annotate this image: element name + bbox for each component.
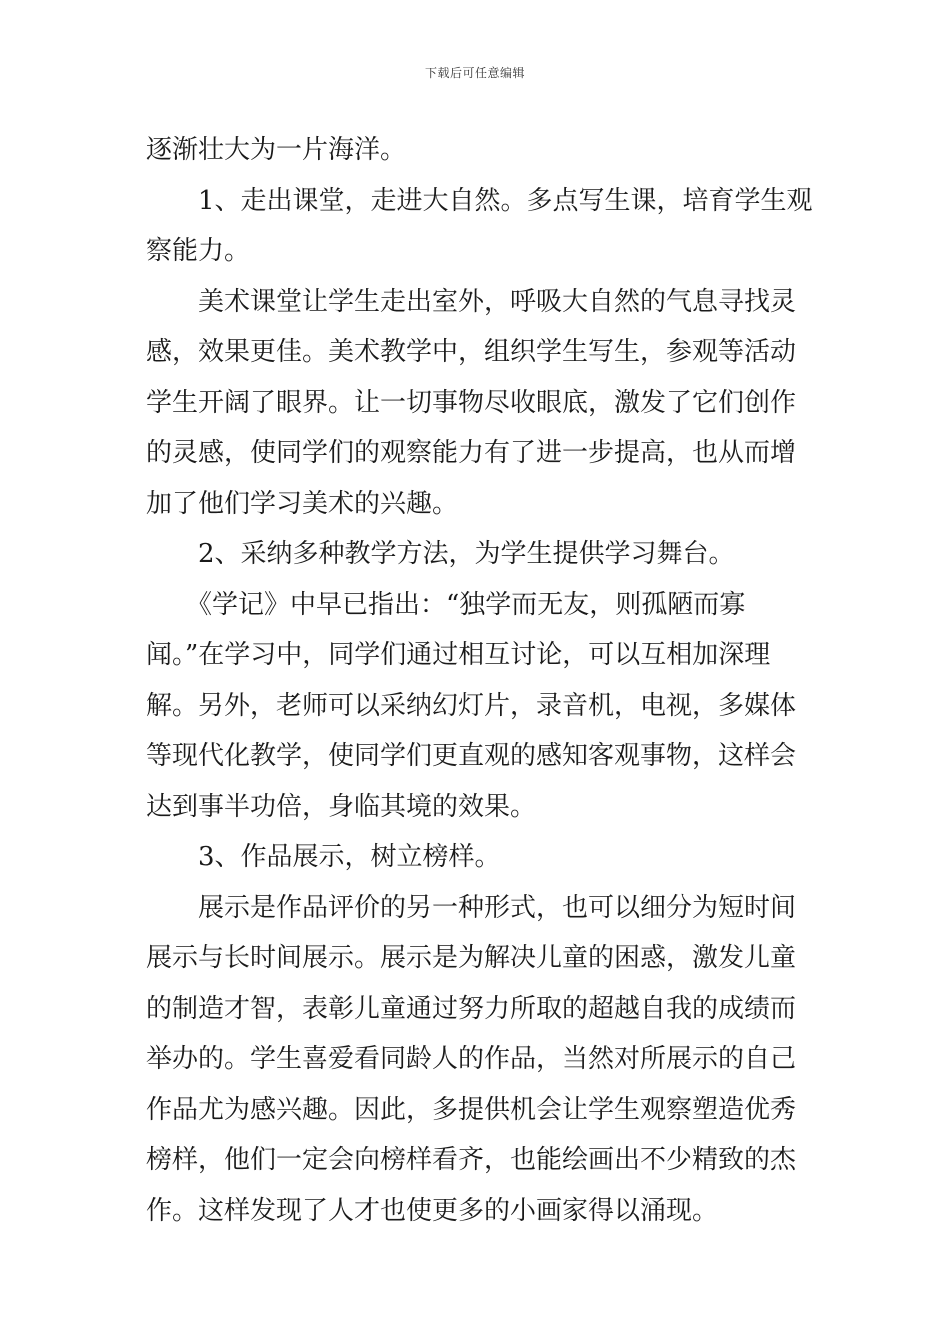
text-line: 解。另外，老师可以采纳幻灯片，录音机，电视，多媒体 — [146, 690, 797, 721]
text-line: 察能力。 — [146, 236, 251, 266]
text-line: 加了他们学习美术的兴趣。 — [146, 488, 459, 519]
page-header: 下载后可任意编辑 — [424, 66, 525, 80]
text-line: 榜样，他们一定会向榜样看齐，也能绘画出不少精致的杰 — [146, 1145, 797, 1175]
text-line: 学生开阔了眼界。让一切事物尽收眼底，激发了它们创作 — [146, 387, 797, 418]
text-line: 展示与长时间展示。展示是为解决儿童的困惑，激发儿童 — [146, 943, 797, 973]
text-line: 作。这样发现了人才也使更多的小画家得以涌现。 — [146, 1195, 719, 1226]
text-line: 达到事半功倍，身临其境的效果。 — [146, 791, 537, 822]
text-line: 作品尤为感兴趣。因此，多提供机会让学生观察塑造优秀 — [146, 1094, 797, 1125]
section-heading-3: 3、作品展示，树立榜样。 — [198, 842, 501, 872]
section-heading-2: 2、采纳多种教学方法，为学生提供学习舞台。 — [198, 539, 735, 569]
document-body — [146, 125, 813, 1236]
text-line: 的灵感，使同学们的观察能力有了进一步提高，也从而增 — [146, 438, 797, 468]
text-line: 感，效果更佳。美术教学中，组织学生写生，参观等活动 — [146, 337, 797, 367]
paragraph-start: 展示是作品评价的另一种形式，也可以细分为短时间 — [198, 892, 797, 923]
paragraph-start: 《学记》中早已指出：“独学而无友，则孤陋而寡 — [186, 589, 746, 620]
text-line: 闻。”在学习中，同学们通过相互讨论，可以互相加深理 — [146, 640, 771, 670]
text-line: 等现代化教学，使同学们更直观的感知客观事物，这样会 — [146, 741, 797, 771]
text-line: 举办的。学生喜爱看同龄人的作品，当然对所展示的自己 — [146, 1044, 797, 1074]
text-line: 的制造才智，表彰儿童通过努力所取的超越自我的成绩而 — [146, 993, 797, 1024]
section-heading-1: 1、走出课堂，走进大自然。多点写生课，培育学生观 — [198, 185, 813, 216]
paragraph-start: 美术课堂让学生走出室外，呼吸大自然的气息寻找灵 — [198, 286, 797, 317]
text-line: 逐渐壮大为一片海洋。 — [146, 135, 407, 165]
